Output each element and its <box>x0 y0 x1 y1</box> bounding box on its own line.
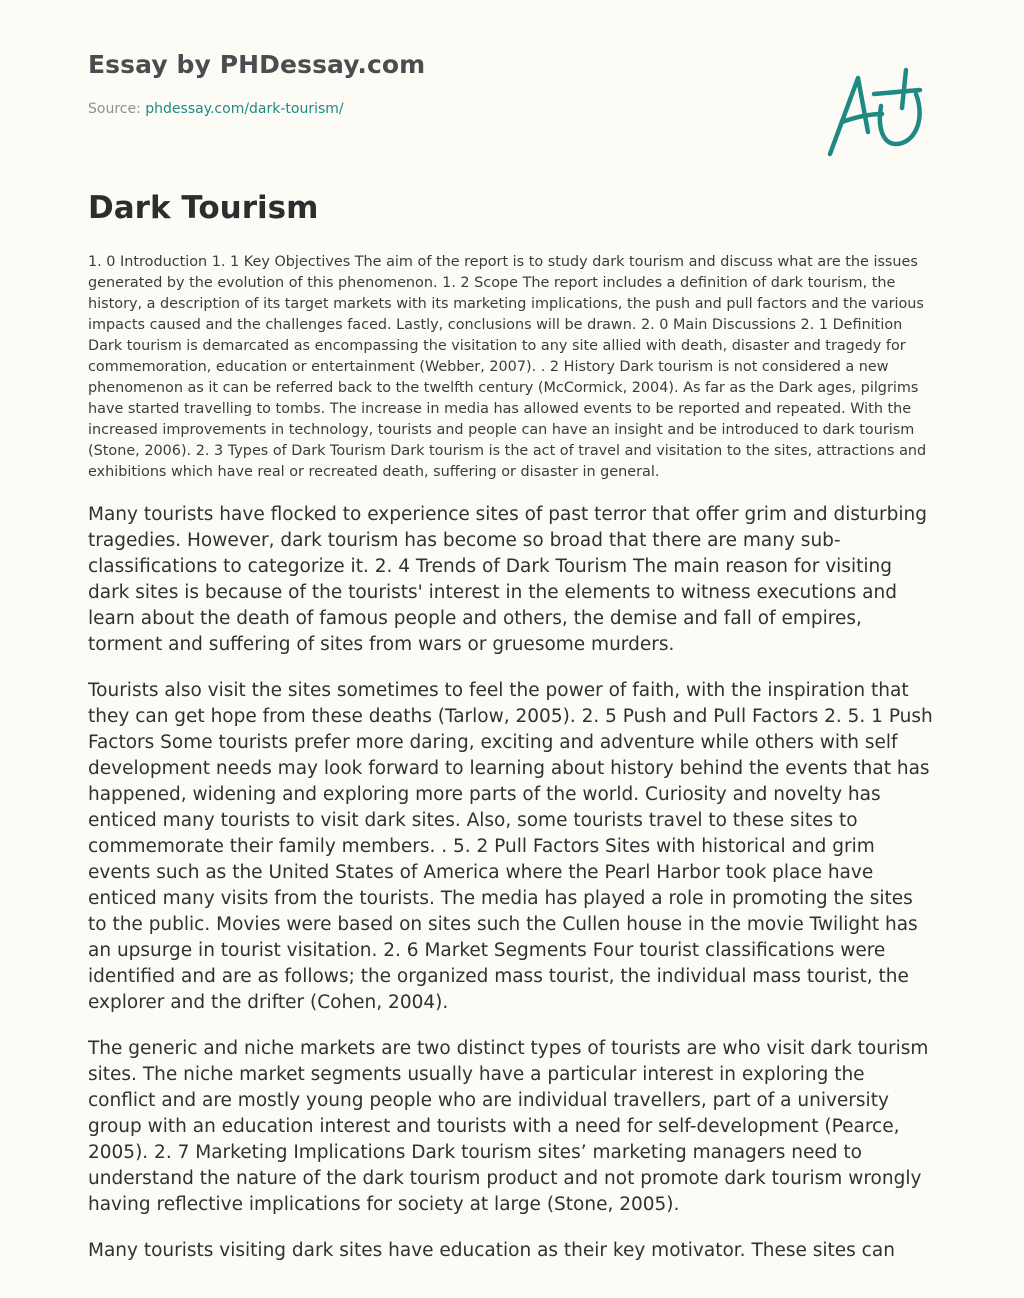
body-paragraph: Many tourists visiting dark sites have education as their key motivator. These sites can <box>88 1240 895 1261</box>
body-paragraph: The generic and niche markets are two distinct types of tourists are who visit dark tourism sites. The niche market segments usually have a particular interest in exploring the conflict and are mostly young people who are individual travellers, part of a university group with an education interest and tourists with a need for self-development (Pearce, 2005). 2. 7 Marketing Implications Dark tourism sites’ marketing managers need to understand the nature of the dark tourism product and not promote dark tourism wrongly having reflective implications for society at large (Stone, 2005). <box>88 1038 929 1215</box>
essay-title: Dark Tourism <box>88 190 319 226</box>
intro-paragraph: 1. 0 Introduction 1. 1 Key Objectives The aim of the report is to study dark tourism and discuss what are the issues generated by the evolution of this phenomenon. 1. 2 Scope The report includes a definition of dark tourism, the history, a description of its target markets with its marketing implications, the push and pull factors and the various impacts caused and the challenges faced. Lastly, conclusions will be drawn. 2. 0 Main Discussions 2. 1 Definition Dark tourism is demarcated as encompassing the visitation to any site allied with death, disaster and tragedy for commemoration, education or entertainment (Webber, 2007). . 2 History Dark tourism is not considered a new phenomenon as it can be referred back to the twelfth century (McCormick, 2004). As far as the Dark ages, pilgrims have started travelling to tombs. The increase in media has allowed events to be reported and repeated. With the increased improvements in technology, tourists and people can have an insight and be introduced to dark tourism (Stone, 2006). 2. 3 Types of Dark Tourism Dark tourism is the act of travel and visitation to the sites, attractions and exhibitions which have real or recreated death, suffering or disaster in general. <box>88 254 927 480</box>
body-paragraph: Tourists also visit the sites sometimes to feel the power of faith, with the inspiration that they can get hope from these deaths (Tarlow, 2005). 2. 5 Push and Pull Factors 2. 5. 1 Push Factors Some tourists prefer more daring, exciting and adventure while others with self development needs may look forward to learning about history behind the events that has happened, widening and exploring more parts of the world. Curiosity and novelty has enticed many tourists to visit dark sites. Also, some tourists travel to these sites to commemorate their family members. . 5. 2 Pull Factors Sites with historical and grim events such as the United States of America where the Pearl Harbor took place have enticed many visits from the tourists. The media has played a role in promoting the sites to the public. Movies were based on sites such the Cullen house in the movie Twilight has an upsurge in tourist visitation. 2. 6 Market Segments Four tourist classifications were identified and are as follows; the organized mass tourist, the individual mass tourist, the explorer and the drifter (Cohen, 2004). <box>88 680 933 1013</box>
essay-body <box>88 502 936 1284</box>
body-paragraph: Many tourists have flocked to experience sites of past terror that offer grim and disturbing tragedies. However, dark tourism has become so broad that there are many sub-classifications to categorize it. 2. 4 Trends of Dark Tourism The main reason for visiting dark sites is because of the tourists' interest in the elements to witness executions and learn about the death of famous people and others, the demise and fall of empires, torment and suffering of sites from wars or gruesome murders. <box>88 504 927 655</box>
a-plus-logo-icon <box>820 64 930 160</box>
site-title[interactable]: Essay by PHDessay.com <box>88 50 426 79</box>
source-label: Source: <box>88 101 141 117</box>
source-line <box>88 101 344 117</box>
source-link[interactable]: phdessay.com/dark-tourism/ <box>145 101 344 117</box>
